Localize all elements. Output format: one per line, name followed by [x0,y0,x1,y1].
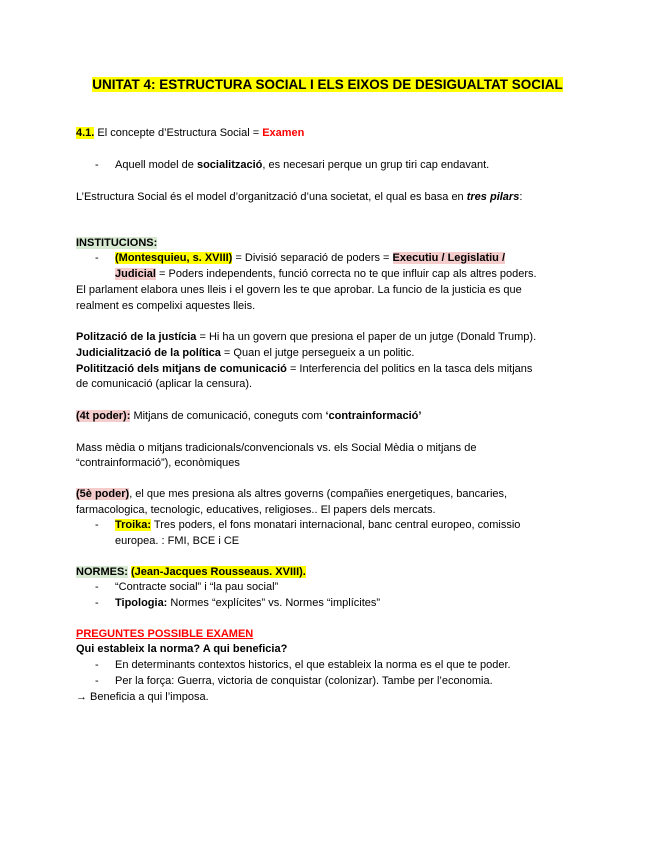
body-text: = Poders independents, funció correcta no te que influir cap als altres poders. [155,268,537,280]
dash-bullet: - [95,519,99,531]
highlight-text: Troika: [115,519,152,531]
body-text: Mitjans de comunicació, coneguts com [130,410,326,422]
bullet-text: Aquell model de [115,159,197,171]
normes-bullet-1: “Contracte social” i “la pau social” [115,581,279,593]
troika-line1 [115,517,520,533]
definition: = Hi ha un govern que presiona el paper de un jutge (Donald Trump). [196,331,537,343]
body-text: Tres poders, el fons monatari internacional, banc central europeo, comissio [151,519,521,531]
intro-paragraph [76,189,522,205]
dash-bullet: - [95,597,99,609]
question: Qui estableix la norma? A qui beneficia? [76,643,288,655]
cinque-poder-line2: farmacologica, tecnologic, educatives, religioses.. El papers dels mercats. [76,504,436,516]
bullet-text: , es necesari perque un grup tiri cap endavant. [262,159,490,171]
dash-bullet: - [95,159,99,171]
section-4-1 [76,125,304,141]
institucions-para-line1: El parlament elabora unes lleis i el govern les te que aprobar. La funcio de la justicia es que [76,284,522,296]
highlight-text: Judicial [115,268,156,280]
preguntes-heading [76,626,253,642]
institucions-bullet-line1 [115,250,505,266]
heading-text: PREGUNTES POSSIBLE EXAMEN [76,628,254,640]
term: Judicialització de la política [76,347,221,359]
answer-3: → Beneficia a qui l’imposa. [76,691,209,703]
answer-2: Per la força: Guerra, victoria de conquistar (colonizar). Tambe per l’economia. [115,675,493,687]
heading-text: NORMES: [76,566,128,578]
institucions-bullet-line2 [115,266,537,282]
highlight-text: (Jean-Jacques Rousseaus. XVIII). [131,566,306,578]
institucions-para-line2: realment es compelixi aquestes lleis. [76,300,256,312]
bullet-bold: socialització [196,159,263,171]
definition-politzacio [76,329,536,345]
definition: = Interferencia del politics en la tasca dels mitjans [286,363,533,375]
highlight-text: (Montesquieu, s. XVIII) [115,252,233,264]
body-text: = Divisió separació de poders = [232,252,393,264]
highlight-text: Executiu / Legislatiu / [392,252,506,264]
dash-bullet: - [95,581,99,593]
definition: = Quan el jutge persegueix a un politic. [220,347,415,359]
institucions-heading [76,235,157,251]
exam-label: Examen [262,127,305,139]
intro-text: L’Estructura Social és el model d’organització d’una societat, el qual es basa en [76,191,467,203]
page-title [0,76,655,94]
heading-text: INSTITUCIONS: [76,237,158,249]
troika-line2: europea. : FMI, BCE i CE [115,535,240,547]
highlight-text: (5è poder) [76,488,130,500]
title-text: UNITAT 4: ESTRUCTURA SOCIAL I ELS EIXOS DE DESIGUALTAT SOCIAL [92,77,563,92]
definition-judicialitzacio [76,345,414,361]
definition-polititzacio-cont: de comunicació (aplicar la censura). [76,378,253,390]
intro-text: : [519,191,523,203]
dash-bullet: - [95,252,99,264]
intro-emphasis: tres pilars [466,191,520,203]
cinque-poder-line1 [76,486,507,502]
term: Politització dels mitjans de comunicació [76,363,287,375]
answer-1: En determinants contextos historics, el que estableix la norma es el que te poder. [115,659,511,671]
bold-text: ‘contrainformació’ [325,410,422,422]
mass-media-line2: “contrainformació”), econòmiques [76,457,240,469]
dash-bullet: - [95,659,99,671]
section-number: 4.1. [76,127,95,139]
normes-bullet-2 [115,595,380,611]
dash-bullet: - [95,675,99,687]
body-text: Normes “explícites” vs. Normes “implícites” [167,597,381,609]
quart-poder [76,408,421,424]
highlight-text: (4t poder): [76,410,131,422]
bullet-socialitzacio [115,157,489,173]
normes-heading [76,564,306,580]
section-text: El concepte d’Estructura Social = [94,127,263,139]
body-text: , el que mes presiona als altres governs (compañies energetiques, bancaries, [129,488,508,500]
definition-polititzacio [76,361,532,377]
term: Polització de la justícia [76,331,197,343]
bold-text: Tipologia: [115,597,168,609]
mass-media-line1: Mass mèdia o mitjans tradicionals/convencionals vs. els Social Mèdia o mitjans de [76,442,477,454]
